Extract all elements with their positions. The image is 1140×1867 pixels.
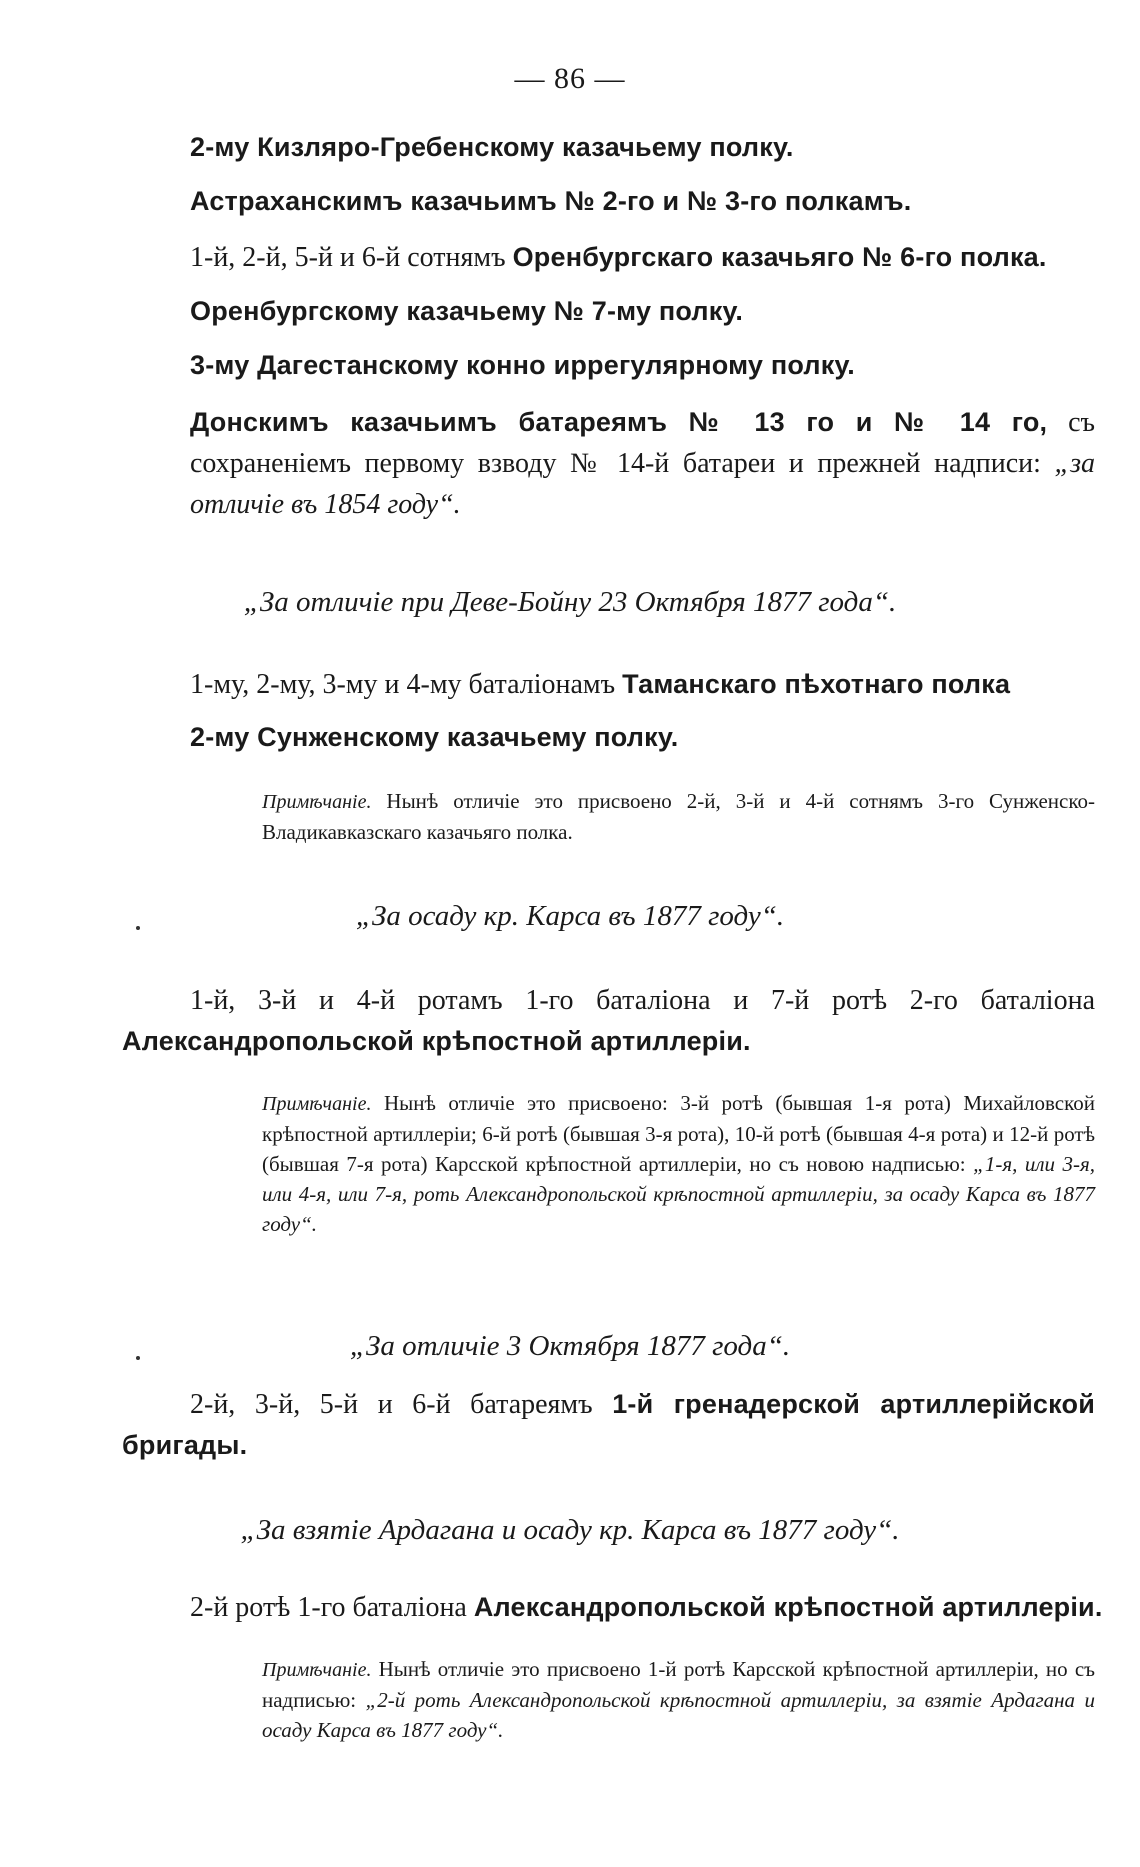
note-kars xyxy=(262,1088,1095,1239)
unit-line-astrakhan: Астраханскимъ казачьимъ № 2-го и № 3-го полкамъ. xyxy=(190,186,912,216)
note-label: Примѣчаніе. xyxy=(262,1659,372,1681)
don-bold: Донскимъ казачьимъ батареямъ № 13 го и № 14 го, xyxy=(190,407,1048,437)
grenadier-bold: 1-й гренадерской артиллерійской бригады. xyxy=(122,1389,1095,1460)
alexandropol-plain: 1-й, 3-й и 4-й ротамъ 1-го баталіона и 7-й ротѣ 2-го баталіона xyxy=(190,985,1095,1016)
note-label: Примѣчаніе. xyxy=(262,1093,372,1115)
note-italic-quote: „1-я, или 3-я, или 4-я, или 7-я, роть Александропольской крѣпостной артиллеріи, за осаду Карса въ 1877 году“. xyxy=(262,1152,1095,1236)
section-heading-october-3: „За отличіе 3 Октября 1877 года“. xyxy=(349,1330,791,1362)
alexandropol-bold: Александропольской крѣпостной артиллеріи. xyxy=(122,1026,751,1056)
taman-plain: 1-му, 2-му, 3-му и 4-му баталіонамъ xyxy=(190,669,623,700)
ardagan-bold: Александропольской крѣпостной артиллеріи. xyxy=(473,1592,1103,1622)
alexandropol-paragraph xyxy=(122,980,1095,1062)
unit-line-orenburg-6-plain: 1-й, 2-й, 5-й и 6-й сотнямъ xyxy=(190,242,513,273)
sunzha-line: 2-му Сунженскому казачьему полку. xyxy=(190,722,679,752)
unit-line-kizlyar: 2-му Кизляро-Гребенскому казачьему полку. xyxy=(190,132,794,162)
don-batteries-paragraph xyxy=(190,402,1095,525)
note-text: Нынѣ отличіе это присвоено 1-й ротѣ Карсской крѣпостной артиллеріи, но съ надписью: xyxy=(262,1657,1095,1712)
taman-paragraph xyxy=(122,664,1095,705)
note-label: Примѣчаніе. xyxy=(262,791,372,813)
section-heading-ardagan: „За взятіе Ардагана и осаду кр. Карса въ 1877 году“. xyxy=(240,1514,900,1546)
don-quote: „за отличіе въ 1854 году“. xyxy=(190,448,1095,520)
section-heading-kars-siege: „За осаду кр. Карса въ 1877 году“. xyxy=(355,900,785,932)
section-heading-deve-boinu: „За отличіе при Деве-Бойну 23 Октября 1877 года“. xyxy=(243,586,897,618)
note-text: Нынѣ отличіе это присвоено: 3-й ротѣ (бывшая 1-я рота) Михайловской крѣпостной артиллеріи; 6-й ротѣ (бывшая 3-я рота), 10-й ротѣ (бывшая 4-я рота) и 12-й ротѣ (бывшая 7-я рота) Карсской крѣпостной артиллеріи, но съ новою надписью: xyxy=(262,1091,1095,1176)
note-sunzha xyxy=(262,786,1095,847)
ardagan-line xyxy=(190,1592,1103,1624)
unit-line-orenburg-7: Оренбургскому казачьему № 7-му полку. xyxy=(190,296,744,326)
don-plain: съ сохраненіемъ первому взводу № 14-й батареи и прежней надписи: xyxy=(190,407,1095,479)
note-text: Нынѣ отличіе это присвоено 2-й, 3-й и 4-й сотнямъ 3-го Сунженско-Владикавказскаго казачьяго полка. xyxy=(262,789,1095,844)
page-number: — 86 — xyxy=(514,62,626,95)
grenadier-paragraph xyxy=(122,1384,1095,1466)
ardagan-plain: 2-й ротѣ 1-го баталіона xyxy=(190,1592,474,1623)
unit-line-dagestan: 3-му Дагестанскому конно иррегулярному полку. xyxy=(190,350,855,380)
unit-line-orenburg-6 xyxy=(190,242,1047,274)
note-italic-quote: „2-й роть Александропольской крѣпостной артиллеріи, за взятіе Ардагана и осаду Карса въ 1877 году“. xyxy=(262,1688,1095,1742)
grenadier-plain: 2-й, 3-й, 5-й и 6-й батареямъ xyxy=(190,1389,613,1420)
unit-line-orenburg-6-bold: Оренбургскаго казачьяго № 6-го полка. xyxy=(512,242,1047,272)
note-ardagan xyxy=(262,1654,1095,1745)
taman-bold: Таманскаго пѣхотнаго полка xyxy=(622,669,1011,699)
